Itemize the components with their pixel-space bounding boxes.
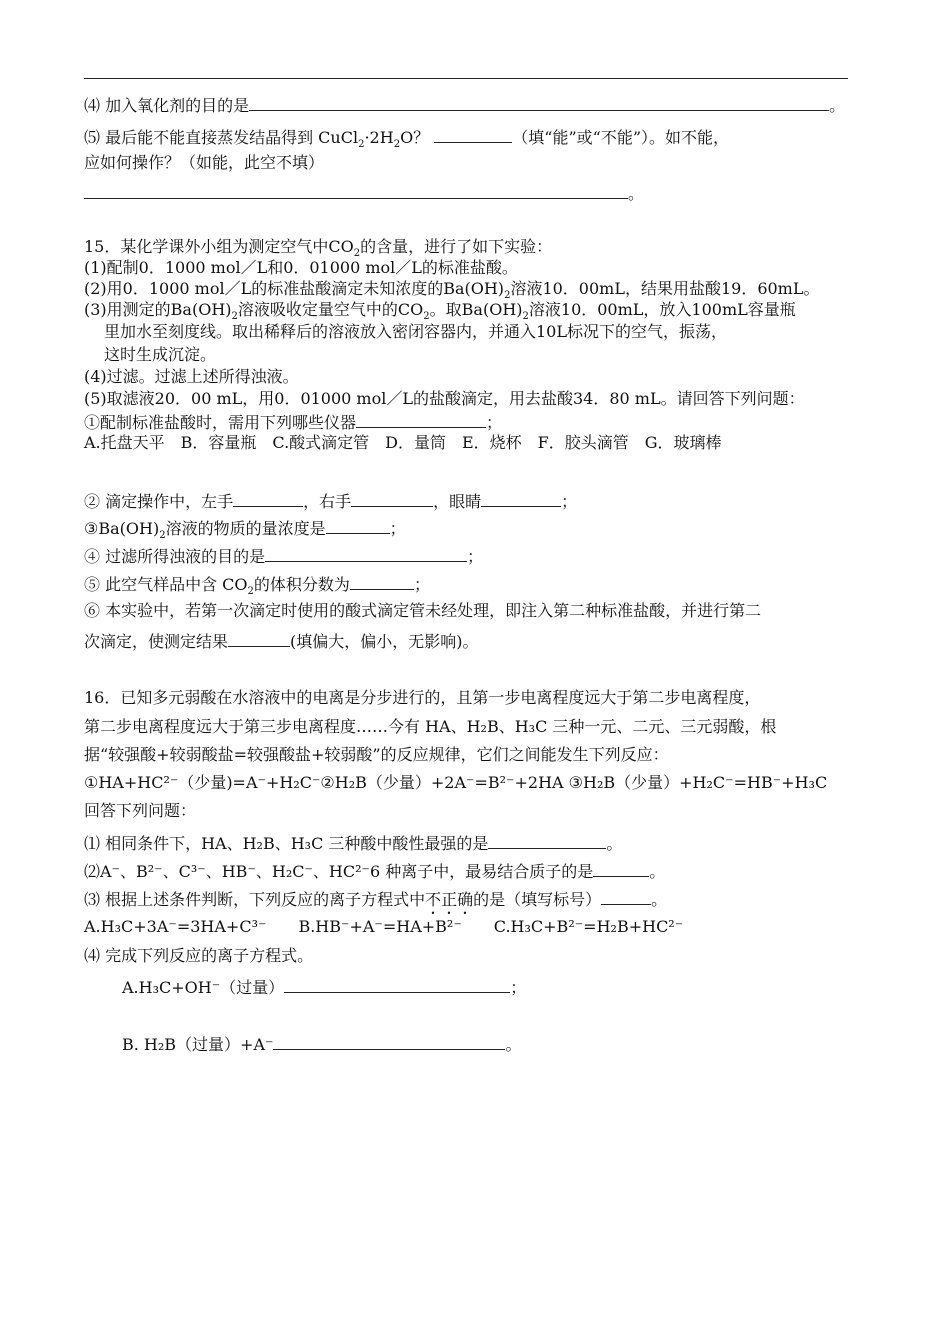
subscript: 2 [504, 290, 511, 302]
q16-eqB-text: B. H₂B（过量）+A⁻ [122, 1035, 274, 1054]
q14-part4-blank [249, 94, 829, 111]
q16-eqA-end: ； [510, 978, 527, 997]
q15-sub6-blank [228, 630, 290, 647]
q14-part5-answer [84, 182, 644, 204]
q16-line1: 16．已知多元弱酸在水溶液中的电离是分步进行的，且第一步电离程度远大于第二步电离程度， [84, 688, 761, 707]
q16-part3-emphasis: 不正确 [425, 890, 474, 909]
q15-step1: (1)配制0．1000 mol／L和0．01000 mol／L的标准盐酸。 [84, 258, 518, 277]
q16-part1-text: ⑴ 相同条件下，HA、H₂B、H₃C 三种酸中酸性最强的是 [84, 834, 489, 853]
q14-part5-text-c: O？ [400, 128, 430, 147]
q15-step3-line3: 这时生成沉淀。 [104, 345, 217, 364]
q14-part5-text-b: ·2H [364, 128, 394, 147]
q15-sub2-c: ，眼睛 [433, 492, 482, 511]
q15-step3-c: 。取Ba(OH) [429, 300, 523, 319]
q16-reactions: ①HA+HC²⁻（少量)=A⁻+H₂C⁻②H₂B（少量）+2A⁻=B²⁻+2HA ③H₂B（少量）+H₂C⁻=HB⁻+H₃C [84, 773, 828, 792]
subscript: 2 [159, 530, 166, 542]
q16-part2-end: 。 [649, 862, 666, 881]
q15-sub4-blank [265, 545, 467, 562]
subscript: 2 [231, 311, 238, 323]
q16-part2-text: ⑵A⁻、B²⁻、C³⁻、HB⁻、H₂C⁻、HC²⁻6 种离子中，最易结合质子的是 [84, 862, 594, 881]
q16-part1-end: 。 [606, 834, 623, 853]
q15-step5: (5)取滤液20．00 mL，用0．01000 mol／L的盐酸滴定，用去盐酸34．80 mL。请回答下列问题： [84, 389, 805, 408]
q16-part1-blank [488, 832, 606, 849]
q16-eqB-blank [273, 1033, 505, 1050]
q14-part5 [84, 126, 730, 151]
q14-part5-text: ⑸ 最后能不能直接蒸发结晶得到 CuCl [84, 128, 359, 147]
q16-part3-blank [601, 888, 651, 905]
subscript: 2 [522, 311, 529, 323]
q15-sub1-options: A.托盘天平 B．容量瓶 C.酸式滴定管 D．量筒 E．烧杯 F．胶头滴管 G．玻璃棒 [84, 433, 722, 452]
subscript: 2 [353, 248, 361, 260]
q14-part5-answer-blank [84, 182, 628, 199]
subscript: 2 [247, 586, 254, 598]
q15-step2-b: 溶液10．00mL，结果用盐酸19．60mL。 [510, 279, 820, 298]
semicolon: ； [486, 413, 503, 432]
q16-part1 [84, 832, 622, 854]
q16-eqA-text: A.H₃C+OH⁻（过量） [122, 978, 285, 997]
q15-sub3-b: 溶液的物质的量浓度是 [165, 519, 326, 538]
semicolon: ； [561, 492, 578, 511]
q15-intro-b: 的含量，进行了如下实验： [360, 237, 553, 256]
q16-eqB [122, 1033, 521, 1055]
semicolon: ； [389, 519, 406, 538]
subscript: 2 [423, 311, 430, 323]
q15-step3 [84, 300, 796, 323]
q14-part4 [84, 94, 845, 116]
q16-part2 [84, 860, 665, 882]
q15-sub1-blank [356, 411, 486, 428]
q15-sub2-a: ② 滴定操作中，左手 [84, 492, 234, 511]
q14-part5-line2: 应如何操作？（如能，此空不填） [84, 153, 325, 172]
q15-step3-line2: 里加水至刻度线。取出稀释后的溶液放入密闭容器内，并通入10L标况下的空气，振荡， [104, 322, 727, 341]
q15-intro-a: 15．某化学课外小组为测定空气中CO [84, 237, 354, 256]
q15-step3-d: 溶液10．00mL，放入100mL容量瓶 [528, 300, 796, 319]
semicolon: ； [467, 547, 484, 566]
q15-sub6-line1: ⑥ 本实验中，若第一次滴定时使用的酸式滴定管未经处理，即注入第二种标准盐酸，并进行第二 [84, 601, 762, 620]
q15-sub2-blank-right [351, 490, 433, 507]
q15-sub5-a: ⑤ 此空气样品中含 CO [84, 575, 248, 594]
q15-sub3-a: ③Ba(OH) [84, 519, 160, 538]
q14-part5-text-d: （填“能”或“不能”）。如不能， [512, 128, 730, 147]
q15-sub1-text: ①配制标准盐酸时，需用下列哪些仪器 [84, 413, 357, 432]
q14-part5-blank [434, 126, 512, 143]
q14-part4-text: ⑷ 加入氧化剂的目的是 [84, 96, 250, 115]
q16-part3-options: A.H₃C+3A⁻=3HA+C³⁻ B.HB⁻+A⁻=HA+B²⁻ C.H₃C+B²⁻=H₂B+HC²⁻ [84, 917, 684, 936]
q15-step2 [84, 279, 820, 302]
q16-eqB-end: 。 [505, 1035, 522, 1054]
q15-sub4-text: ④ 过滤所得浊液的目的是 [84, 547, 266, 566]
semicolon: ； [413, 575, 430, 594]
q16-part3-b: 的是（填写标号） [473, 890, 602, 909]
answer-line [84, 78, 848, 79]
q15-step2-a: (2)用0．1000 mol／L的标准盐酸滴定未知浓度的Ba(OH) [84, 279, 505, 298]
q15-sub5-blank [350, 573, 414, 590]
q14-part5-answer-end: 。 [628, 184, 645, 203]
q16-line2: 第二步电离程度远大于第三步电离程度……今有 HA、H₂B、H₃C 三种一元、二元、三元弱酸，根 [84, 717, 777, 736]
q16-part3 [84, 888, 667, 918]
subscript: 2 [393, 139, 401, 151]
q16-answer-prompt: 回答下列问题： [84, 801, 197, 820]
q15-sub5-b: 的体积分数为 [253, 575, 350, 594]
q16-eqA [122, 976, 526, 998]
q15-sub6-a: 次滴定，使测定结果 [84, 632, 229, 651]
q15-sub2-b: ，右手 [303, 492, 352, 511]
q15-intro [84, 237, 553, 260]
q15-step3-a: (3)用测定的Ba(OH) [84, 300, 232, 319]
q15-sub3 [84, 517, 406, 542]
q16-line3: 据“较强酸+较弱酸盐=较强酸盐+较弱酸”的反应规律，它们之间能发生下列反应： [84, 745, 669, 764]
q15-sub1 [84, 411, 502, 433]
q15-sub2-blank-left [233, 490, 303, 507]
q16-part3-a: ⑶ 根据上述条件判断，下列反应的离子方程式中 [84, 890, 426, 909]
q15-sub5 [84, 573, 430, 598]
q15-sub3-blank [326, 517, 390, 534]
q14-part4-end: 。 [829, 96, 846, 115]
subscript: 2 [358, 139, 365, 151]
q15-step4: (4)过滤。过滤上述所得浊液。 [84, 367, 299, 386]
q15-sub4 [84, 545, 483, 567]
q15-sub6-line2 [84, 630, 479, 652]
q15-sub6-b: (填偏大，偏小，无影响)。 [290, 632, 479, 651]
q15-step3-b: 溶液吸收定量空气中的CO [237, 300, 424, 319]
q16-eqA-blank [284, 976, 510, 993]
q15-sub2-blank-eyes [481, 490, 561, 507]
q15-sub2 [84, 490, 577, 512]
q16-part2-blank [593, 860, 649, 877]
q16-part4: ⑷ 完成下列反应的离子方程式。 [84, 946, 314, 965]
q16-part3-end: 。 [651, 890, 668, 909]
